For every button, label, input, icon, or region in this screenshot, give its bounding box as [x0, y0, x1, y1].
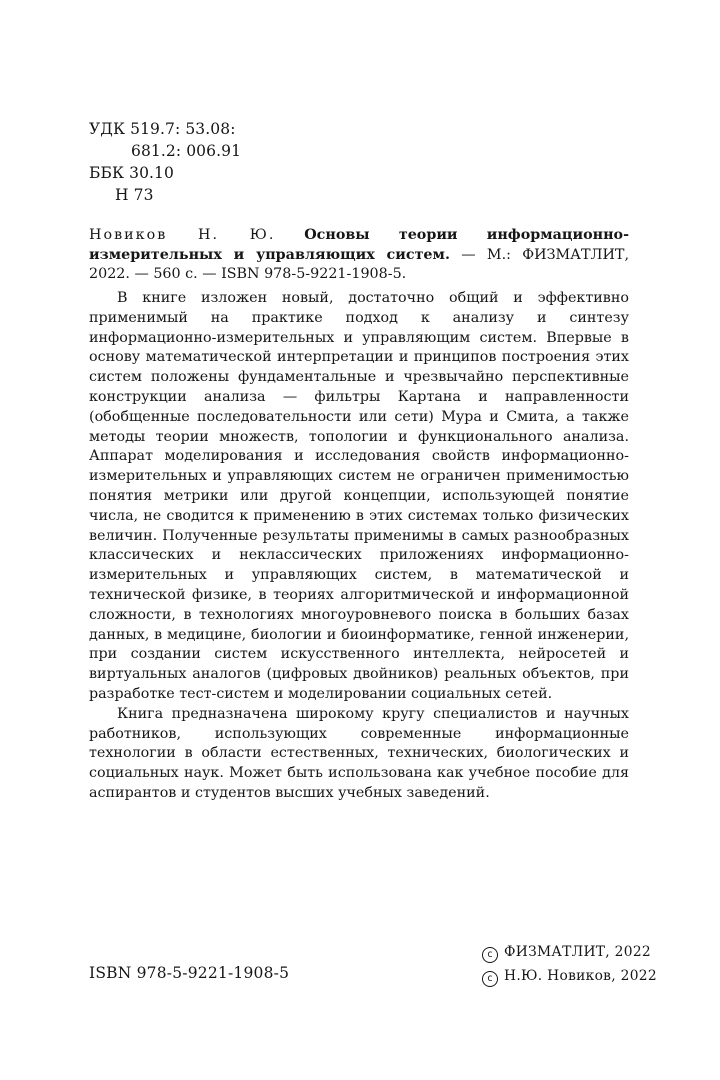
book-title: Основы теории информационно-измерительных и управляющих систем. — [89, 227, 630, 263]
classification-codes — [89, 118, 241, 206]
abstract-paragraph-1: В книге изложен новый, достаточно общий и эффективно применимый на практике подход к анализу и синтезу информационно-измерительных и управляющим систем. Впервые в основу математической интерпретации и принципов построения этих систем положены фундаментальные и чрезвычайно перспективные конструкции анализа — фильтры Картана и направленности (обобщенные последовательности или сети) Мура и Смита, а также методы теории множеств, топологии и функционального анализа. Аппарат моделирования и исследования свойств информационно-измерительных и управляющих систем не ограничен применимостью понятия метрики или другой концепции, использующей понятие числа, не сводится к применению в этих системах только физических величин. Полученные результаты применимы в самых разнообразных классических и неклассических приложениях информационно-измерительных и управляющих систем, в математической и технической физике, в теориях алгоритмической и информационной сложности, в технологиях многоуровневого поиска в больших базах данных, в медицине, биологии и биоинформатике, генной инженерии, при создании систем искусственного интеллекта, нейросетей и виртуальных аналогов (цифровых двойников) реальных объектов, при разработке тест-систем и моделировании социальных сетей. — [89, 290, 629, 702]
author-name: Новиков Н. Ю. — [89, 227, 276, 243]
abstract — [89, 289, 629, 804]
abstract-paragraph-2: Книга предназначена широкому кругу специалистов и научных работников, использующих современные информационные технологии в области естественных, технических, биологических и социальных наук. Может быть использована как учебное пособие для аспирантов и студентов высших учебных заведений. — [89, 705, 629, 801]
copyright-block — [482, 940, 657, 988]
bbk-line-2: Н 73 — [115, 186, 154, 204]
isbn-footer: ISBN 978-5-9221-1908-5 — [89, 964, 290, 982]
copyright-icon: c — [482, 971, 498, 987]
publication-details: — М.: ФИЗМАТЛИТ, 2022. — 560 с. — ISBN 978-5-9221-1908-5. — [89, 246, 629, 283]
copyright-line-author — [482, 964, 657, 988]
copyright-line-publisher — [482, 940, 657, 964]
udk-line-2: 681.2: 006.91 — [131, 142, 242, 160]
udk-line-1: УДК 519.7: 53.08: — [89, 120, 236, 138]
copyright-author: Н.Ю. Новиков, 2022 — [504, 968, 657, 984]
bibliographic-record — [89, 226, 629, 285]
bbk-line-1: ББК 30.10 — [89, 164, 174, 182]
copyright-publisher: ФИЗМАТЛИТ, 2022 — [504, 944, 651, 960]
copyright-icon: c — [482, 947, 498, 963]
